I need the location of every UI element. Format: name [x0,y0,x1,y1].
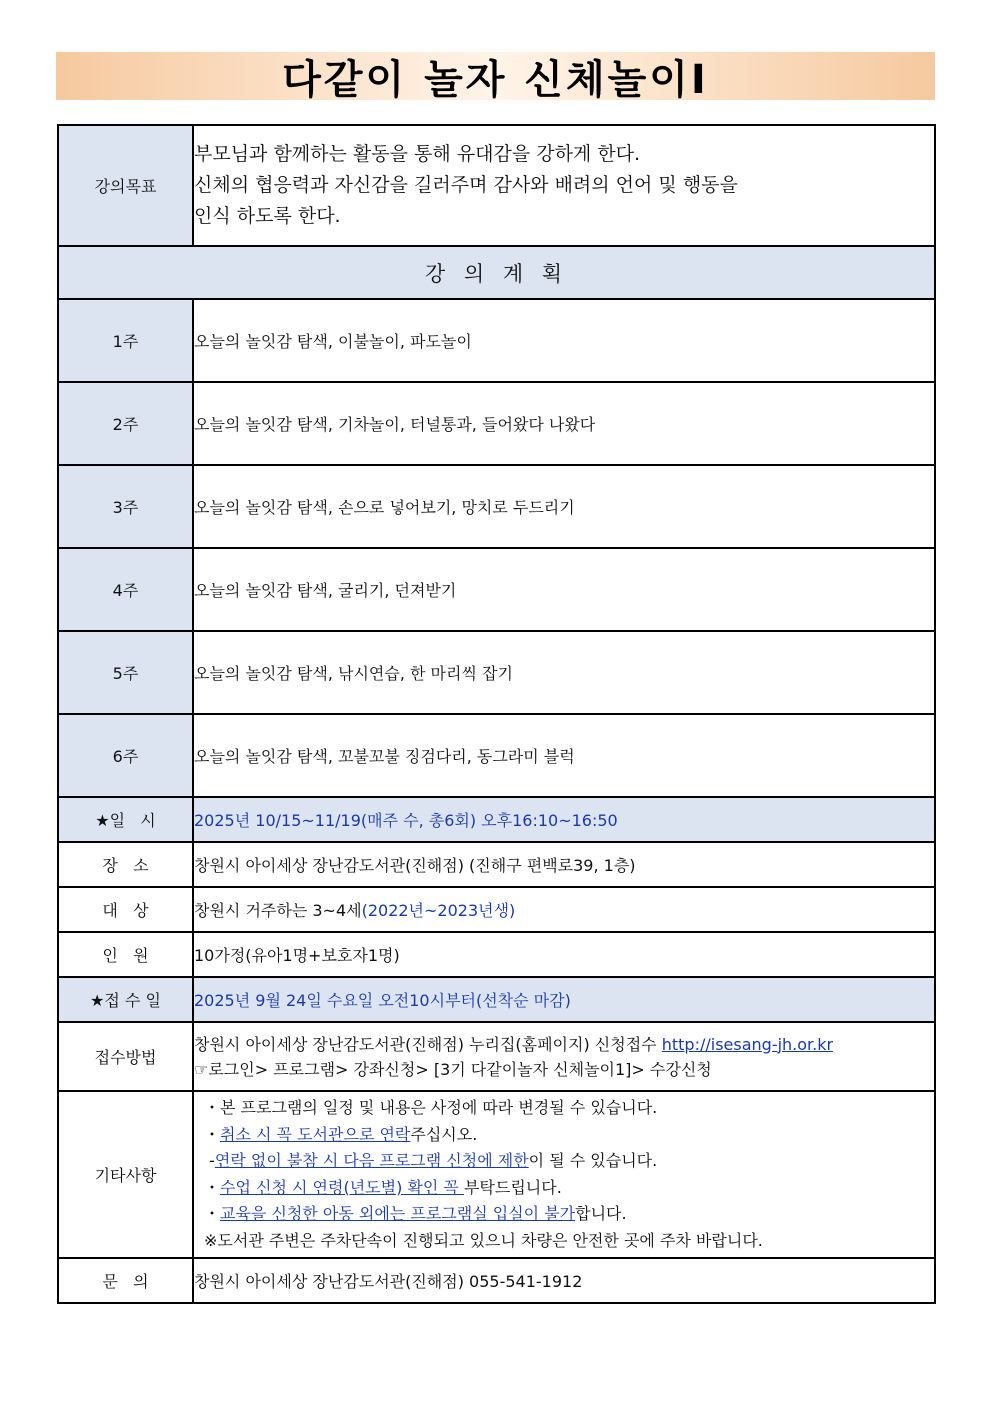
note-item: ・본 프로그램의 일정 및 내용은 사정에 따라 변경될 수 있습니다. [204,1098,658,1117]
week-row [58,299,935,382]
week-row [58,465,935,548]
target-label: 대 상 [58,887,193,932]
target-value [193,887,935,932]
plan-header-row [58,246,935,299]
week-row [58,382,935,465]
goal-text [193,125,935,246]
method-line-1 [194,1032,934,1057]
reception-date-label: ★접 수 일 [58,977,193,1022]
reception-date-row [58,977,935,1022]
note-tail: 주십시오. [410,1124,478,1144]
note-item [204,1122,934,1149]
goal-label: 강의목표 [58,125,193,246]
page-title: 다같이 놀자 신체놀이Ⅰ [282,56,709,103]
note-tail: 부탁드립니다. [463,1177,562,1197]
week-row [58,631,935,714]
note-item [204,1201,934,1228]
note-bullet: ・ [204,1204,221,1223]
week-row [58,714,935,797]
note-bullet: ・ [204,1124,221,1144]
week-label: 6주 [58,714,193,797]
note-item: ※도서관 주변은 주차단속이 진행되고 있으니 차량은 안전한 곳에 주차 바랍니다. [204,1230,763,1250]
week-row [58,548,935,631]
schedule-label: ★일 시 [58,797,193,842]
note-item [204,1175,934,1202]
place-row [58,842,935,887]
title-banner [56,52,935,103]
method-text: 창원시 아이세상 장난감도서관(진해점) 누리집(홈페이지) 신청접수 [194,1034,657,1054]
method-line-2: ☞로그인> 프로그램> 강좌신청> [3기 다같이놀자 신체놀이1]> 수강신청 [194,1059,712,1079]
notes-row [58,1091,935,1258]
contact-row [58,1258,935,1303]
goal-line: 부모님과 함께하는 활동을 통해 유대감을 강하게 한다. [194,143,641,165]
week-label: 3주 [58,465,193,548]
note-tail: 합니다. [575,1204,627,1223]
note-highlight: 취소 시 꼭 도서관으로 연락 [220,1124,411,1144]
schedule-row [58,797,935,842]
note-highlight: 교육을 신청한 아동 외에는 프로그램실 입실이 불가 [220,1204,576,1223]
week-content: 오늘의 놀잇감 탐색, 꼬불꼬불 징검다리, 동그라미 블럭 [193,714,935,797]
week-content: 오늘의 놀잇감 탐색, 손으로 넣어보기, 망치로 두드리기 [193,465,935,548]
contact-label: 문 의 [58,1258,193,1303]
target-years: (2022년~2023년생) [361,901,516,920]
week-label: 2주 [58,382,193,465]
program-table [57,124,936,1304]
goal-row [58,125,935,246]
capacity-label: 인 원 [58,932,193,977]
note-bullet: - [204,1151,215,1170]
note-highlight: 수업 신청 시 연령(년도별) 확인 꼭 [220,1177,464,1197]
capacity-value: 10가정(유아1명+보호자1명) [193,932,935,977]
method-row [58,1022,935,1091]
reception-date-value: 2025년 9월 24일 수요일 오전10시부터(선착순 마감) [193,977,935,1022]
week-content: 오늘의 놀잇감 탐색, 기차놀이, 터널통과, 들어왔다 나왔다 [193,382,935,465]
place-label: 장 소 [58,842,193,887]
target-row [58,887,935,932]
schedule-value: 2025년 10/15~11/19(매주 수, 총6회) 오후16:10~16:50 [193,797,935,842]
capacity-row [58,932,935,977]
week-content: 오늘의 놀잇감 탐색, 굴리기, 던져받기 [193,548,935,631]
week-label: 1주 [58,299,193,382]
note-item [204,1148,934,1175]
week-content: 오늘의 놀잇감 탐색, 낚시연습, 한 마리씩 잡기 [193,631,935,714]
place-value: 창원시 아이세상 장난감도서관(진해점) (진해구 편백로39, 1층) [193,842,935,887]
homepage-link[interactable]: http://isesang-jh.or.kr [661,1034,834,1054]
notes-label: 기타사항 [58,1091,193,1258]
method-label: 접수방법 [58,1022,193,1091]
target-age: 창원시 거주하는 3~4세 [194,901,362,920]
week-label: 4주 [58,548,193,631]
notes-value [193,1091,935,1258]
note-bullet: ・ [204,1177,221,1197]
goal-line: 인식 하도록 한다. [194,205,341,227]
note-tail: 이 될 수 있습니다. [528,1151,658,1170]
week-content: 오늘의 놀잇감 탐색, 이불놀이, 파도놀이 [193,299,935,382]
plan-header: 강 의 계 획 [58,246,935,299]
goal-line: 신체의 협응력과 자신감을 길러주며 감사와 배려의 언어 및 행동을 [194,174,738,196]
contact-value: 창원시 아이세상 장난감도서관(진해점) 055-541-1912 [193,1258,935,1303]
note-highlight: 연락 없이 불참 시 다음 프로그램 신청에 제한 [214,1151,529,1170]
method-value [193,1022,935,1091]
week-label: 5주 [58,631,193,714]
